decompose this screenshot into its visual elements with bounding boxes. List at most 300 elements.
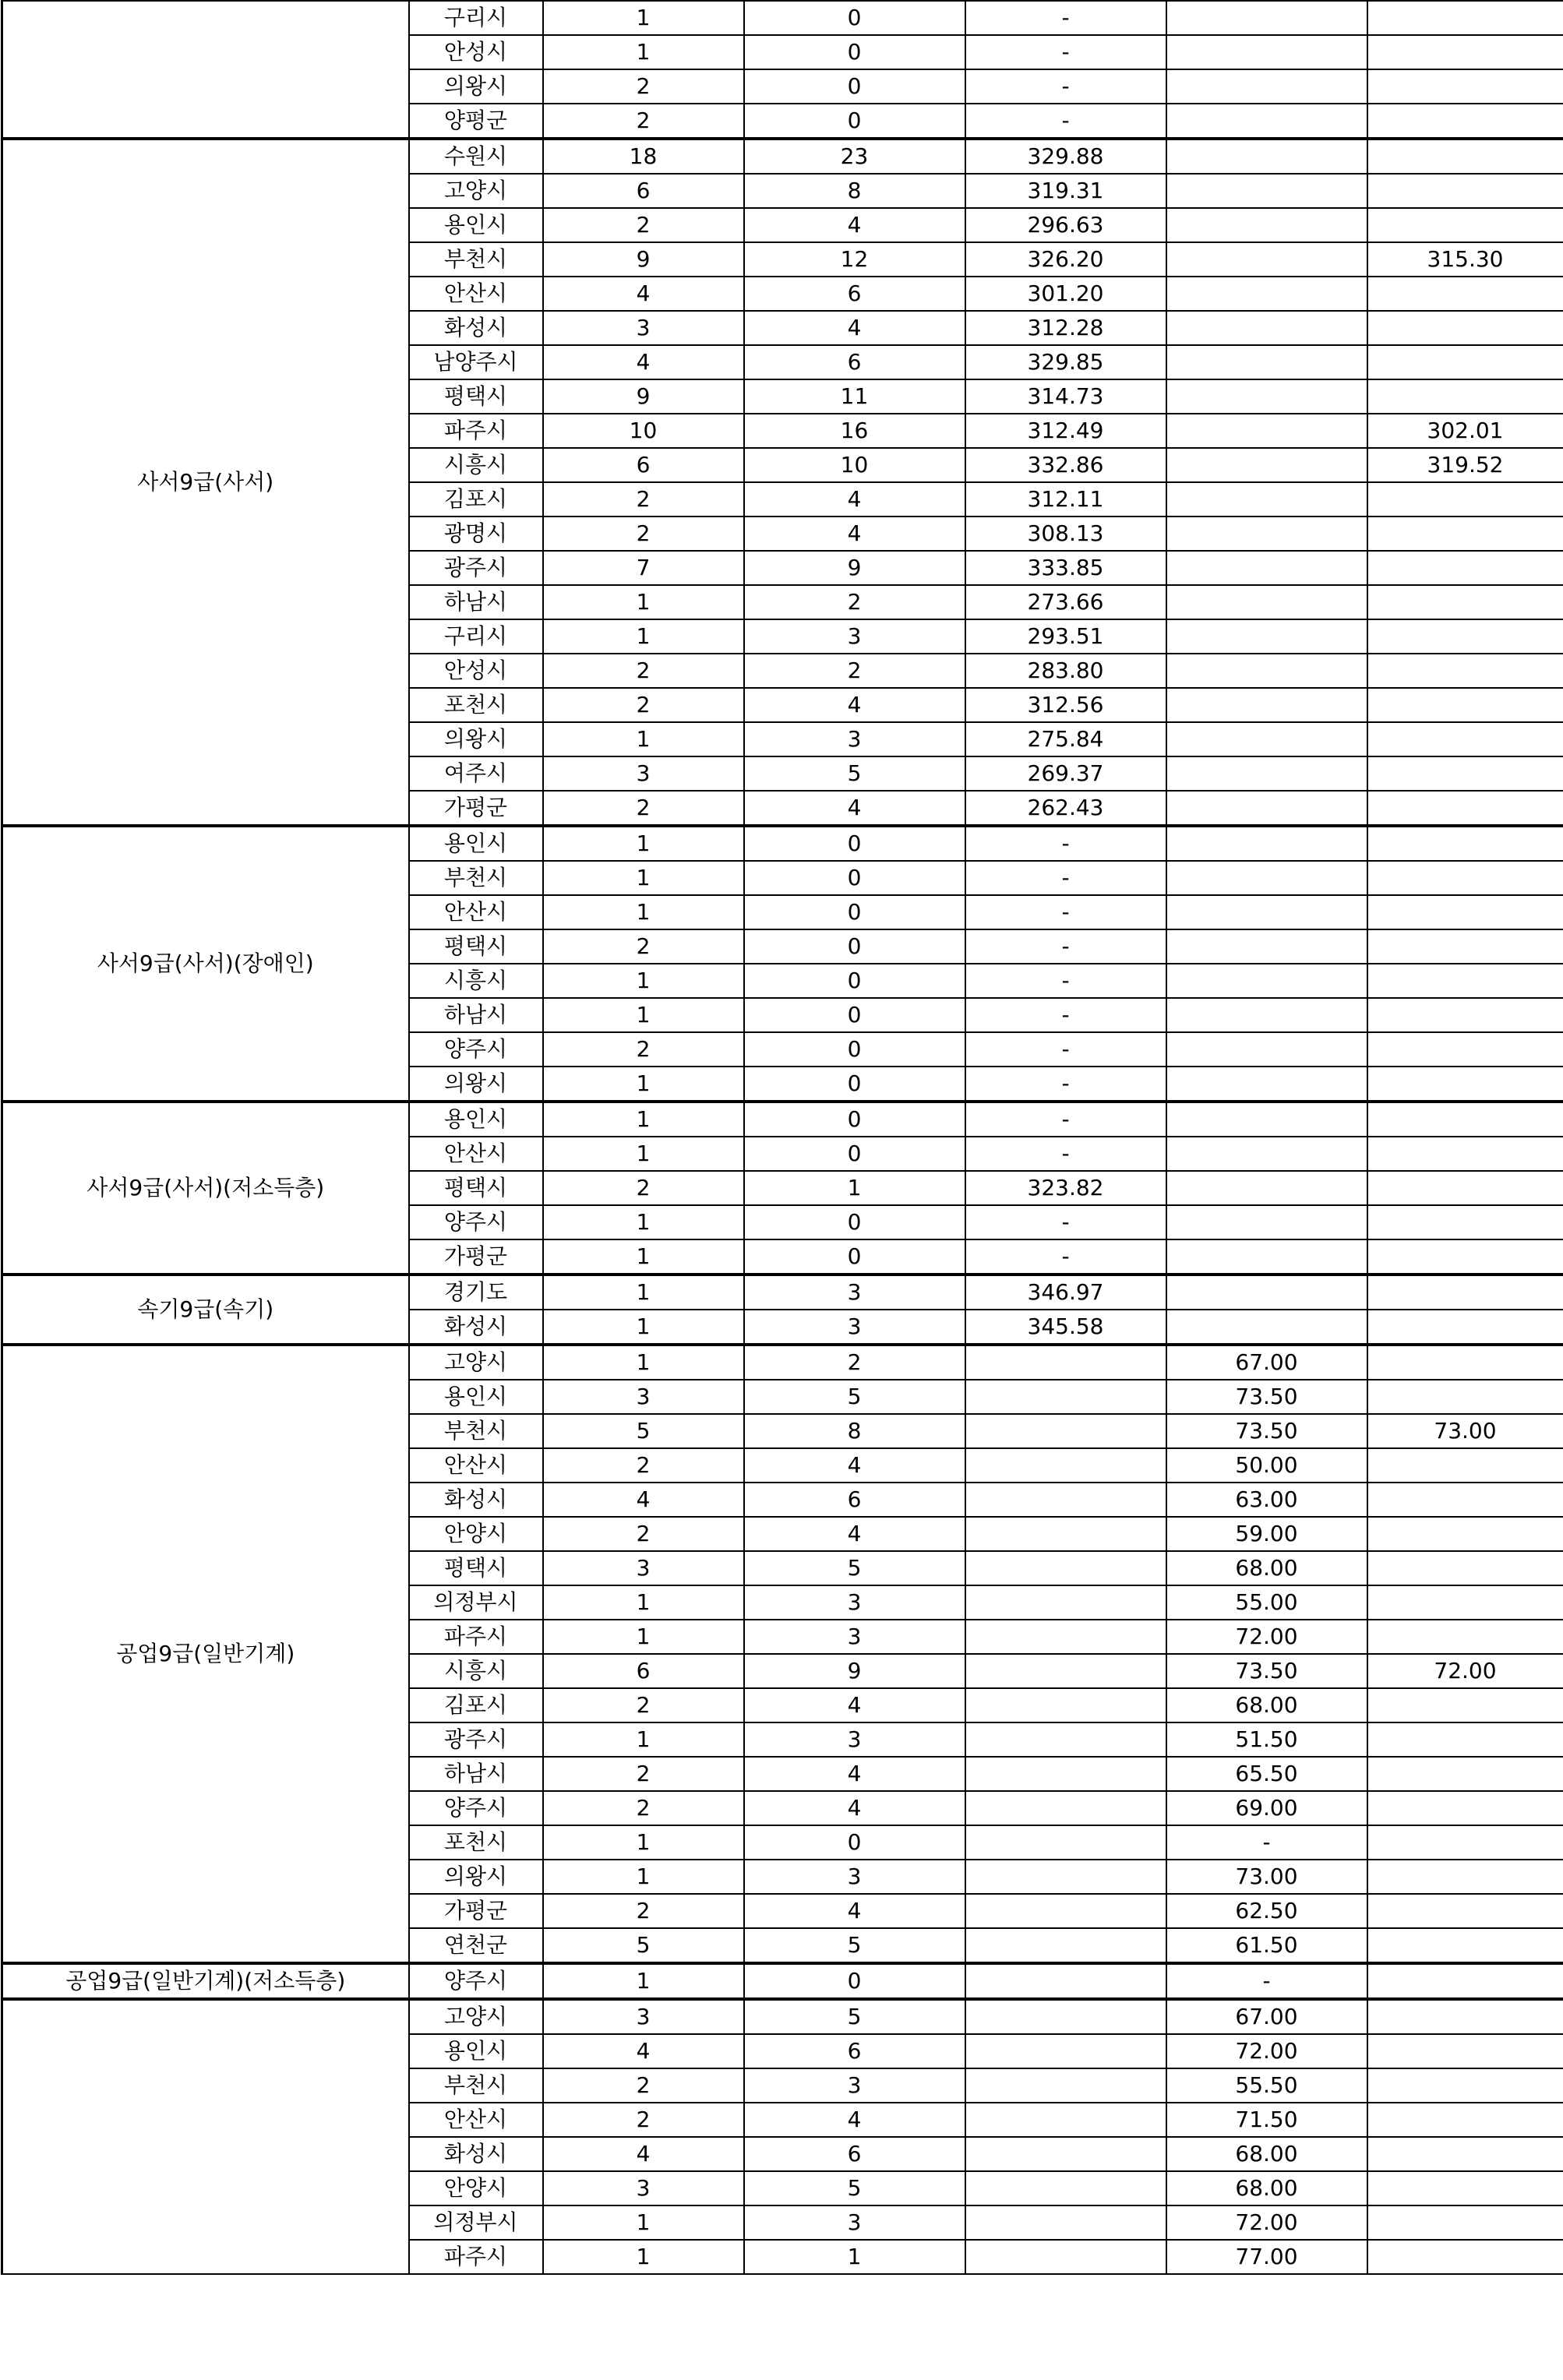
practical-score-cell: - bbox=[1166, 1963, 1367, 1999]
passers-cell: 0 bbox=[744, 104, 965, 139]
practical-score-cell: 63.00 bbox=[1166, 1483, 1367, 1517]
region-cell: 구리시 bbox=[409, 1, 543, 35]
region-cell: 안성시 bbox=[409, 654, 543, 688]
practical-score-cell bbox=[1166, 104, 1367, 139]
positions-cell: 1 bbox=[543, 1963, 744, 1999]
written-score-cell: - bbox=[965, 1, 1166, 35]
table-row bbox=[2, 1345, 1563, 1380]
additional-score-cell bbox=[1367, 756, 1563, 791]
written-score-cell: - bbox=[965, 69, 1166, 104]
additional-score-cell bbox=[1367, 1620, 1563, 1654]
additional-score-cell: 319.52 bbox=[1367, 448, 1563, 482]
additional-score-cell bbox=[1367, 1310, 1563, 1345]
passers-cell: 0 bbox=[744, 929, 965, 964]
region-cell: 안산시 bbox=[409, 277, 543, 311]
positions-cell: 1 bbox=[543, 585, 744, 619]
region-cell: 포천시 bbox=[409, 688, 543, 722]
passers-cell: 3 bbox=[744, 1620, 965, 1654]
practical-score-cell bbox=[1166, 1032, 1367, 1067]
written-score-cell: 301.20 bbox=[965, 277, 1166, 311]
practical-score-cell bbox=[1166, 929, 1367, 964]
additional-score-cell bbox=[1367, 1551, 1563, 1585]
region-cell: 하남시 bbox=[409, 585, 543, 619]
practical-score-cell: 51.50 bbox=[1166, 1722, 1367, 1757]
written-score-cell: 314.73 bbox=[965, 379, 1166, 414]
positions-cell: 6 bbox=[543, 1654, 744, 1688]
passers-cell: 6 bbox=[744, 2034, 965, 2068]
positions-cell: 2 bbox=[543, 2068, 744, 2103]
practical-score-cell bbox=[1166, 174, 1367, 208]
region-cell: 용인시 bbox=[409, 208, 543, 242]
additional-score-cell bbox=[1367, 1999, 1563, 2034]
positions-cell: 6 bbox=[543, 448, 744, 482]
practical-score-cell: 68.00 bbox=[1166, 1551, 1367, 1585]
written-score-cell: - bbox=[965, 1205, 1166, 1239]
category-cell bbox=[2, 1999, 409, 2274]
passers-cell: 10 bbox=[744, 448, 965, 482]
positions-cell: 10 bbox=[543, 414, 744, 448]
additional-score-cell bbox=[1367, 1860, 1563, 1894]
passers-cell: 3 bbox=[744, 1722, 965, 1757]
positions-cell: 4 bbox=[543, 345, 744, 379]
written-score-cell bbox=[965, 1894, 1166, 1928]
additional-score-cell bbox=[1367, 1825, 1563, 1860]
additional-score-cell bbox=[1367, 722, 1563, 756]
written-score-cell bbox=[965, 1757, 1166, 1791]
passers-cell: 0 bbox=[744, 1205, 965, 1239]
passers-cell: 9 bbox=[744, 551, 965, 585]
practical-score-cell bbox=[1166, 861, 1367, 895]
positions-cell: 5 bbox=[543, 1928, 744, 1963]
positions-cell: 1 bbox=[543, 1137, 744, 1171]
positions-cell: 1 bbox=[543, 1275, 744, 1310]
region-cell: 부천시 bbox=[409, 861, 543, 895]
category-cell: 사서9급(사서) bbox=[2, 139, 409, 826]
region-cell: 의정부시 bbox=[409, 1585, 543, 1620]
region-cell: 안양시 bbox=[409, 1517, 543, 1551]
passers-cell: 3 bbox=[744, 1310, 965, 1345]
practical-score-cell bbox=[1166, 1067, 1367, 1102]
passers-cell: 6 bbox=[744, 1483, 965, 1517]
passers-cell: 1 bbox=[744, 2240, 965, 2274]
written-score-cell: - bbox=[965, 826, 1166, 861]
practical-score-cell: 68.00 bbox=[1166, 2137, 1367, 2171]
additional-score-cell bbox=[1367, 619, 1563, 654]
written-score-cell bbox=[965, 2137, 1166, 2171]
written-score-cell: 296.63 bbox=[965, 208, 1166, 242]
written-score-cell bbox=[965, 1585, 1166, 1620]
category-cell: 사서9급(사서)(장애인) bbox=[2, 826, 409, 1102]
passers-cell: 5 bbox=[744, 2171, 965, 2205]
additional-score-cell bbox=[1367, 345, 1563, 379]
practical-score-cell bbox=[1166, 1310, 1367, 1345]
region-cell: 안산시 bbox=[409, 895, 543, 929]
practical-score-cell: 77.00 bbox=[1166, 2240, 1367, 2274]
positions-cell: 2 bbox=[543, 791, 744, 826]
practical-score-cell bbox=[1166, 619, 1367, 654]
practical-score-cell bbox=[1166, 277, 1367, 311]
written-score-cell bbox=[965, 1517, 1166, 1551]
written-score-cell: - bbox=[965, 1137, 1166, 1171]
written-score-cell: 312.49 bbox=[965, 414, 1166, 448]
region-cell: 광명시 bbox=[409, 517, 543, 551]
category-cell: 공업9급(일반기계) bbox=[2, 1345, 409, 1963]
additional-score-cell bbox=[1367, 1345, 1563, 1380]
additional-score-cell bbox=[1367, 2137, 1563, 2171]
additional-score-cell bbox=[1367, 482, 1563, 517]
practical-score-cell: 72.00 bbox=[1166, 1620, 1367, 1654]
passers-cell: 0 bbox=[744, 1137, 965, 1171]
practical-score-cell bbox=[1166, 791, 1367, 826]
passers-cell: 0 bbox=[744, 861, 965, 895]
passers-cell: 5 bbox=[744, 1999, 965, 2034]
written-score-cell: 312.11 bbox=[965, 482, 1166, 517]
table-row bbox=[2, 1, 1563, 35]
passers-cell: 0 bbox=[744, 1825, 965, 1860]
positions-cell: 1 bbox=[543, 1310, 744, 1345]
written-score-cell bbox=[965, 1414, 1166, 1448]
passers-cell: 8 bbox=[744, 1414, 965, 1448]
region-cell: 안산시 bbox=[409, 1137, 543, 1171]
additional-score-cell bbox=[1367, 1102, 1563, 1137]
written-score-cell bbox=[965, 1860, 1166, 1894]
written-score-cell: - bbox=[965, 964, 1166, 998]
written-score-cell: 312.28 bbox=[965, 311, 1166, 345]
region-cell: 용인시 bbox=[409, 2034, 543, 2068]
written-score-cell bbox=[965, 2068, 1166, 2103]
positions-cell: 6 bbox=[543, 174, 744, 208]
passers-cell: 6 bbox=[744, 2137, 965, 2171]
practical-score-cell bbox=[1166, 1137, 1367, 1171]
region-cell: 평택시 bbox=[409, 379, 543, 414]
region-cell: 수원시 bbox=[409, 139, 543, 174]
region-cell: 양주시 bbox=[409, 1032, 543, 1067]
region-cell: 평택시 bbox=[409, 929, 543, 964]
additional-score-cell: 302.01 bbox=[1367, 414, 1563, 448]
additional-score-cell bbox=[1367, 208, 1563, 242]
region-cell: 부천시 bbox=[409, 242, 543, 277]
written-score-cell bbox=[965, 1380, 1166, 1414]
positions-cell: 4 bbox=[543, 2137, 744, 2171]
practical-score-cell: 73.50 bbox=[1166, 1414, 1367, 1448]
passers-cell: 4 bbox=[744, 517, 965, 551]
additional-score-cell bbox=[1367, 35, 1563, 69]
practical-score-cell bbox=[1166, 69, 1367, 104]
additional-score-cell bbox=[1367, 1688, 1563, 1722]
additional-score-cell bbox=[1367, 2034, 1563, 2068]
written-score-cell bbox=[965, 2205, 1166, 2240]
region-cell: 고양시 bbox=[409, 1345, 543, 1380]
practical-score-cell: 67.00 bbox=[1166, 1345, 1367, 1380]
additional-score-cell bbox=[1367, 277, 1563, 311]
region-cell: 안산시 bbox=[409, 1448, 543, 1483]
passers-cell: 0 bbox=[744, 1067, 965, 1102]
passers-cell: 12 bbox=[744, 242, 965, 277]
region-cell: 의정부시 bbox=[409, 2205, 543, 2240]
passers-cell: 4 bbox=[744, 208, 965, 242]
practical-score-cell: 65.50 bbox=[1166, 1757, 1367, 1791]
region-cell: 고양시 bbox=[409, 1999, 543, 2034]
additional-score-cell bbox=[1367, 1137, 1563, 1171]
practical-score-cell bbox=[1166, 1205, 1367, 1239]
written-score-cell: 283.80 bbox=[965, 654, 1166, 688]
practical-score-cell bbox=[1166, 1, 1367, 35]
region-cell: 용인시 bbox=[409, 1380, 543, 1414]
practical-score-cell bbox=[1166, 1239, 1367, 1275]
written-score-cell: 329.85 bbox=[965, 345, 1166, 379]
region-cell: 의왕시 bbox=[409, 722, 543, 756]
practical-score-cell bbox=[1166, 998, 1367, 1032]
positions-cell: 2 bbox=[543, 1791, 744, 1825]
region-cell: 화성시 bbox=[409, 311, 543, 345]
written-score-cell: 275.84 bbox=[965, 722, 1166, 756]
positions-cell: 1 bbox=[543, 1067, 744, 1102]
written-score-cell: 293.51 bbox=[965, 619, 1166, 654]
practical-score-cell bbox=[1166, 756, 1367, 791]
positions-cell: 1 bbox=[543, 1860, 744, 1894]
additional-score-cell bbox=[1367, 517, 1563, 551]
passers-cell: 4 bbox=[744, 1791, 965, 1825]
practical-score-cell: 73.00 bbox=[1166, 1860, 1367, 1894]
additional-score-cell bbox=[1367, 104, 1563, 139]
practical-score-cell bbox=[1166, 242, 1367, 277]
passers-cell: 6 bbox=[744, 277, 965, 311]
practical-score-cell: 68.00 bbox=[1166, 2171, 1367, 2205]
positions-cell: 1 bbox=[543, 1102, 744, 1137]
passers-cell: 3 bbox=[744, 722, 965, 756]
practical-score-cell: 73.50 bbox=[1166, 1380, 1367, 1414]
region-cell: 안성시 bbox=[409, 35, 543, 69]
written-score-cell: - bbox=[965, 1102, 1166, 1137]
practical-score-cell: 55.50 bbox=[1166, 2068, 1367, 2103]
additional-score-cell bbox=[1367, 1067, 1563, 1102]
practical-score-cell bbox=[1166, 345, 1367, 379]
positions-cell: 7 bbox=[543, 551, 744, 585]
additional-score-cell bbox=[1367, 1722, 1563, 1757]
practical-score-cell bbox=[1166, 826, 1367, 861]
written-score-cell bbox=[965, 1654, 1166, 1688]
region-cell: 하남시 bbox=[409, 1757, 543, 1791]
positions-cell: 1 bbox=[543, 895, 744, 929]
region-cell: 평택시 bbox=[409, 1551, 543, 1585]
practical-score-cell bbox=[1166, 379, 1367, 414]
practical-score-cell: 68.00 bbox=[1166, 1688, 1367, 1722]
positions-cell: 1 bbox=[543, 998, 744, 1032]
additional-score-cell: 315.30 bbox=[1367, 242, 1563, 277]
region-cell: 용인시 bbox=[409, 826, 543, 861]
practical-score-cell: 62.50 bbox=[1166, 1894, 1367, 1928]
passers-cell: 3 bbox=[744, 1860, 965, 1894]
additional-score-cell bbox=[1367, 1205, 1563, 1239]
additional-score-cell bbox=[1367, 69, 1563, 104]
positions-cell: 2 bbox=[543, 517, 744, 551]
written-score-cell bbox=[965, 2240, 1166, 2274]
practical-score-cell bbox=[1166, 448, 1367, 482]
region-cell: 화성시 bbox=[409, 1310, 543, 1345]
region-cell: 가평군 bbox=[409, 1894, 543, 1928]
additional-score-cell bbox=[1367, 1928, 1563, 1963]
practical-score-cell: 72.00 bbox=[1166, 2034, 1367, 2068]
positions-cell: 3 bbox=[543, 311, 744, 345]
category-cell: 공업9급(일반기계)(저소득층) bbox=[2, 1963, 409, 1999]
region-cell: 광주시 bbox=[409, 551, 543, 585]
passers-cell: 2 bbox=[744, 585, 965, 619]
written-score-cell bbox=[965, 1825, 1166, 1860]
region-cell: 시흥시 bbox=[409, 448, 543, 482]
additional-score-cell bbox=[1367, 311, 1563, 345]
positions-cell: 4 bbox=[543, 2034, 744, 2068]
region-cell: 시흥시 bbox=[409, 1654, 543, 1688]
practical-score-cell bbox=[1166, 1102, 1367, 1137]
additional-score-cell bbox=[1367, 174, 1563, 208]
additional-score-cell bbox=[1367, 1757, 1563, 1791]
positions-cell: 2 bbox=[543, 482, 744, 517]
passers-cell: 3 bbox=[744, 2205, 965, 2240]
passers-cell: 2 bbox=[744, 1345, 965, 1380]
written-score-cell bbox=[965, 1791, 1166, 1825]
written-score-cell: 269.37 bbox=[965, 756, 1166, 791]
passers-cell: 4 bbox=[744, 1757, 965, 1791]
passers-cell: 5 bbox=[744, 756, 965, 791]
positions-cell: 3 bbox=[543, 1999, 744, 2034]
practical-score-cell bbox=[1166, 139, 1367, 174]
region-cell: 연천군 bbox=[409, 1928, 543, 1963]
region-cell: 파주시 bbox=[409, 1620, 543, 1654]
positions-cell: 1 bbox=[543, 619, 744, 654]
positions-cell: 1 bbox=[543, 1205, 744, 1239]
positions-cell: 1 bbox=[543, 826, 744, 861]
passers-cell: 0 bbox=[744, 895, 965, 929]
additional-score-cell bbox=[1367, 2171, 1563, 2205]
practical-score-cell bbox=[1166, 654, 1367, 688]
practical-score-cell bbox=[1166, 688, 1367, 722]
additional-score-cell bbox=[1367, 1032, 1563, 1067]
positions-cell: 1 bbox=[543, 1825, 744, 1860]
additional-score-cell bbox=[1367, 998, 1563, 1032]
passers-cell: 0 bbox=[744, 35, 965, 69]
additional-score-cell bbox=[1367, 1791, 1563, 1825]
table-row bbox=[2, 1275, 1563, 1310]
table-body bbox=[2, 1, 1563, 2274]
passers-cell: 0 bbox=[744, 998, 965, 1032]
region-cell: 파주시 bbox=[409, 2240, 543, 2274]
additional-score-cell bbox=[1367, 688, 1563, 722]
region-cell: 고양시 bbox=[409, 174, 543, 208]
passers-cell: 4 bbox=[744, 311, 965, 345]
positions-cell: 2 bbox=[543, 69, 744, 104]
positions-cell: 2 bbox=[543, 1517, 744, 1551]
region-cell: 의왕시 bbox=[409, 1067, 543, 1102]
positions-cell: 2 bbox=[543, 1032, 744, 1067]
passers-cell: 8 bbox=[744, 174, 965, 208]
additional-score-cell bbox=[1367, 895, 1563, 929]
region-cell: 용인시 bbox=[409, 1102, 543, 1137]
passers-cell: 0 bbox=[744, 1, 965, 35]
additional-score-cell bbox=[1367, 1275, 1563, 1310]
passers-cell: 3 bbox=[744, 1275, 965, 1310]
passers-cell: 11 bbox=[744, 379, 965, 414]
positions-cell: 2 bbox=[543, 929, 744, 964]
positions-cell: 2 bbox=[543, 1448, 744, 1483]
passers-cell: 3 bbox=[744, 1585, 965, 1620]
region-cell: 안양시 bbox=[409, 2171, 543, 2205]
region-cell: 안산시 bbox=[409, 2103, 543, 2137]
passers-cell: 0 bbox=[744, 1239, 965, 1275]
passers-cell: 5 bbox=[744, 1551, 965, 1585]
passers-cell: 4 bbox=[744, 1894, 965, 1928]
additional-score-cell bbox=[1367, 964, 1563, 998]
positions-cell: 2 bbox=[543, 1757, 744, 1791]
written-score-cell: - bbox=[965, 1067, 1166, 1102]
region-cell: 가평군 bbox=[409, 1239, 543, 1275]
table-row bbox=[2, 139, 1563, 174]
positions-cell: 4 bbox=[543, 277, 744, 311]
passers-cell: 4 bbox=[744, 688, 965, 722]
additional-score-cell bbox=[1367, 1963, 1563, 1999]
region-cell: 화성시 bbox=[409, 2137, 543, 2171]
additional-score-cell bbox=[1367, 654, 1563, 688]
written-score-cell bbox=[965, 1928, 1166, 1963]
written-score-cell bbox=[965, 1551, 1166, 1585]
category-cell: 속기9급(속기) bbox=[2, 1275, 409, 1345]
passers-cell: 5 bbox=[744, 1380, 965, 1414]
positions-cell: 5 bbox=[543, 1414, 744, 1448]
additional-score-cell bbox=[1367, 861, 1563, 895]
region-cell: 부천시 bbox=[409, 2068, 543, 2103]
practical-score-cell: 59.00 bbox=[1166, 1517, 1367, 1551]
positions-cell: 2 bbox=[543, 208, 744, 242]
positions-cell: 2 bbox=[543, 1688, 744, 1722]
practical-score-cell bbox=[1166, 311, 1367, 345]
positions-cell: 1 bbox=[543, 861, 744, 895]
written-score-cell: 345.58 bbox=[965, 1310, 1166, 1345]
passers-cell: 4 bbox=[744, 2103, 965, 2137]
written-score-cell: - bbox=[965, 104, 1166, 139]
practical-score-cell: 73.50 bbox=[1166, 1654, 1367, 1688]
practical-score-cell: 61.50 bbox=[1166, 1928, 1367, 1963]
passers-cell: 0 bbox=[744, 964, 965, 998]
region-cell: 부천시 bbox=[409, 1414, 543, 1448]
table-row bbox=[2, 1999, 1563, 2034]
positions-cell: 2 bbox=[543, 1894, 744, 1928]
passers-cell: 3 bbox=[744, 619, 965, 654]
passers-cell: 16 bbox=[744, 414, 965, 448]
additional-score-cell bbox=[1367, 1380, 1563, 1414]
positions-cell: 2 bbox=[543, 2103, 744, 2137]
additional-score-cell bbox=[1367, 1448, 1563, 1483]
additional-score-cell bbox=[1367, 929, 1563, 964]
practical-score-cell bbox=[1166, 208, 1367, 242]
practical-score-cell: - bbox=[1166, 1825, 1367, 1860]
additional-score-cell bbox=[1367, 585, 1563, 619]
written-score-cell: 262.43 bbox=[965, 791, 1166, 826]
additional-score-cell bbox=[1367, 2240, 1563, 2274]
additional-score-cell bbox=[1367, 2068, 1563, 2103]
passers-cell: 0 bbox=[744, 826, 965, 861]
region-cell: 하남시 bbox=[409, 998, 543, 1032]
passers-cell: 0 bbox=[744, 1963, 965, 1999]
practical-score-cell bbox=[1166, 964, 1367, 998]
additional-score-cell bbox=[1367, 379, 1563, 414]
region-cell: 김포시 bbox=[409, 1688, 543, 1722]
recruitment-results-table bbox=[1, 0, 1563, 2275]
additional-score-cell bbox=[1367, 1517, 1563, 1551]
region-cell: 의왕시 bbox=[409, 1860, 543, 1894]
table-row bbox=[2, 1102, 1563, 1137]
passers-cell: 4 bbox=[744, 1688, 965, 1722]
passers-cell: 3 bbox=[744, 2068, 965, 2103]
written-score-cell: - bbox=[965, 861, 1166, 895]
